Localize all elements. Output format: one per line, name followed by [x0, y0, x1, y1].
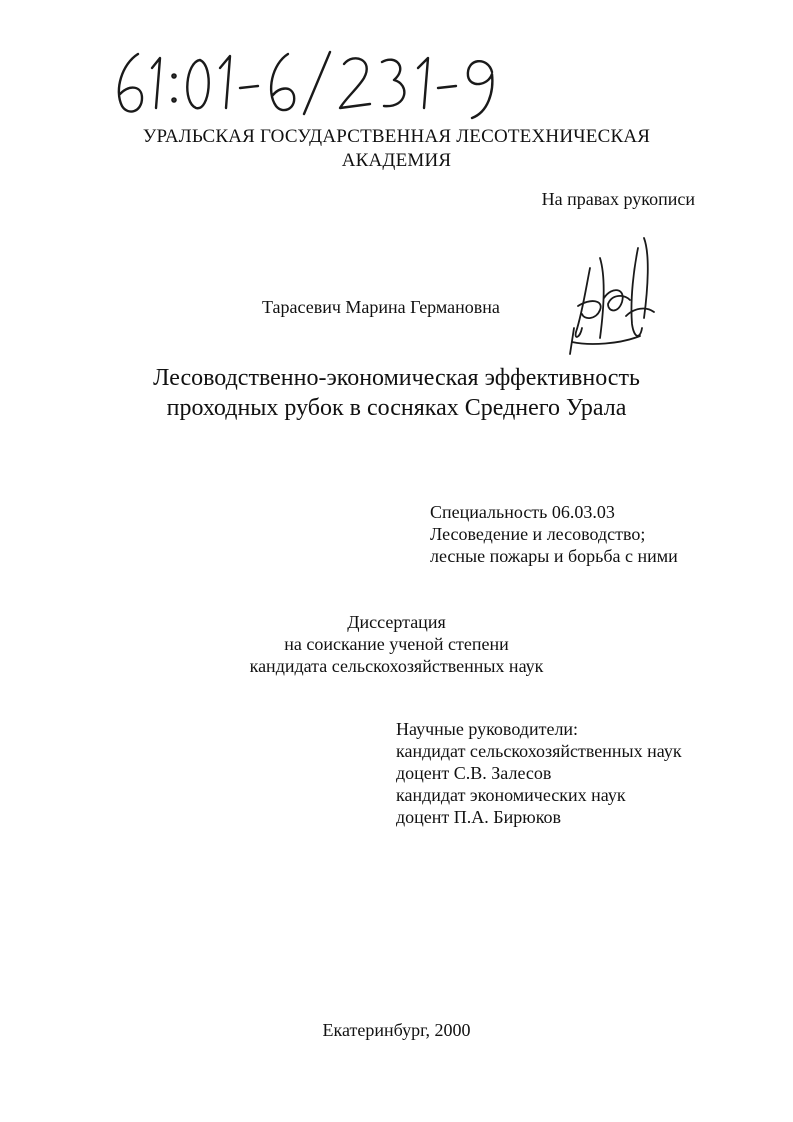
- supervisors-block: [396, 718, 682, 828]
- institution-line-2: АКАДЕМИЯ: [341, 150, 452, 171]
- place-and-year: Екатеринбург, 2000: [322, 1020, 471, 1040]
- degree-line-3: кандидата сельскохозяйственных наук: [249, 656, 544, 676]
- supervisor-1-name: доцент С.В. Залесов: [396, 763, 552, 783]
- title-line-1: Лесоводственно-экономическая эффективность: [153, 365, 640, 391]
- author-signature: [560, 228, 670, 358]
- supervisor-2-name: доцент П.А. Бирюков: [396, 807, 562, 827]
- supervisors-heading: Научные руководители:: [396, 719, 579, 739]
- specialty-name-2: лесные пожары и борьба с ними: [430, 546, 678, 566]
- specialty-code: Специальность 06.03.03: [430, 502, 615, 522]
- dissertation-title: [0, 363, 793, 423]
- degree-block: [0, 611, 793, 677]
- supervisor-1-degree: кандидат сельскохозяйственных наук: [396, 741, 682, 761]
- handwritten-archive-code: [108, 42, 528, 122]
- rights-note: На правах рукописи: [541, 189, 695, 209]
- title-line-2: проходных рубок в сосняках Среднего Урала: [166, 395, 627, 421]
- degree-line-2: на соискание ученой степени: [284, 634, 509, 654]
- degree-line-1: Диссертация: [347, 612, 446, 632]
- specialty-block: [430, 501, 678, 567]
- author-name: Тарасевич Марина Германовна: [262, 297, 500, 317]
- institution-line-1: УРАЛЬСКАЯ ГОСУДАРСТВЕННАЯ ЛЕСОТЕХНИЧЕСКАЯ: [142, 126, 651, 147]
- institution-name: [0, 125, 793, 173]
- supervisor-2-degree: кандидат экономических наук: [396, 785, 626, 805]
- specialty-name-1: Лесоведение и лесоводство;: [430, 524, 646, 544]
